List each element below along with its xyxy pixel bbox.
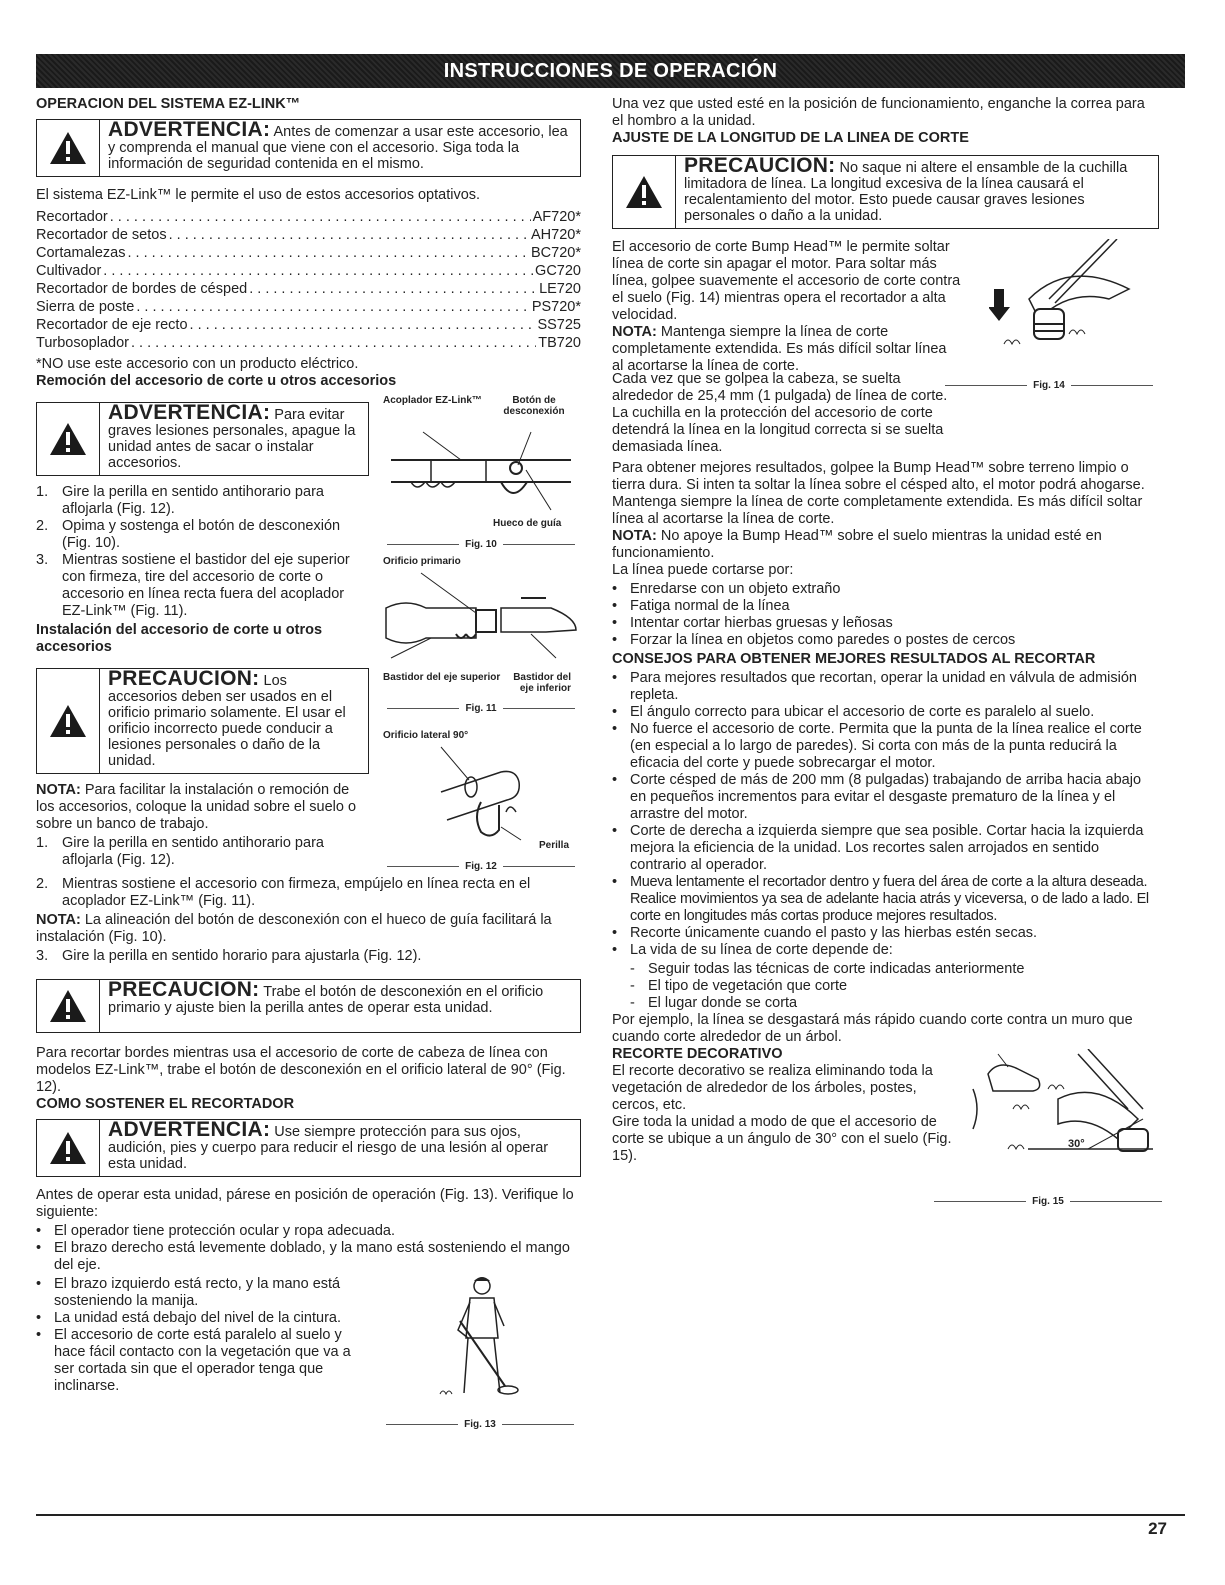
section-header xyxy=(36,54,1185,88)
list-item: • Forzar la línea en objetos como paredes o postes de cercos xyxy=(612,632,1016,648)
leader-dots xyxy=(110,208,531,226)
list-item: • El brazo izquierdo está recto, y la mano está sosteniendo la manija. xyxy=(36,1276,341,1309)
list-item: - El tipo de vegetación que corte xyxy=(630,978,848,994)
list-item: • Fatiga normal de la línea xyxy=(612,598,790,614)
cut-bullets xyxy=(612,581,1159,649)
part-name: Recortador de bordes de césped xyxy=(36,281,248,297)
leader-dots xyxy=(131,334,536,352)
note: NOTA: Para facilitar la instalación o remoción de los accesorios, coloque la unidad sobre el suelo o sobre un banco de trabajo. xyxy=(36,782,357,832)
caution-keyword: PRECAUCION: xyxy=(108,978,260,1001)
warning-text: Para evitar graves lesiones personales, apague la unidad antes de sacar o instalar accesorios. xyxy=(108,407,356,471)
list-item: • Corte césped de más de 200 mm (8 pulgadas) trabajando de arriba hacia abajo en pequeños incrementos para evitar el desgaste prematuro de la línea y el arrastre del motor. xyxy=(612,772,1142,822)
part-name: Recortador de setos xyxy=(36,227,167,243)
list-item: • No fuerce el accesorio de corte. Permita que la punta de la línea realice el corte (en especial a lo largo de paredes). Si corta con más de la punta reducirá la eficacia del corte y puede sobrecargar el motor. xyxy=(612,721,1142,771)
stance-text: Antes de operar esta unidad, párese en posición de operación (Fig. 13). Verifique lo siguiente: xyxy=(36,1187,574,1220)
part-row xyxy=(36,298,581,316)
fig-caption: Fig. 10 xyxy=(381,536,581,553)
install-steps xyxy=(36,835,369,869)
list-item: • La vida de su línea de corte depende de: xyxy=(612,942,893,958)
list-item: 3. Mientras sostiene el bastidor del eje superior con firmeza, tire del accesorio de corte o accesorio en línea recta fuera del acoplador EZ-Link™ (Fig. 11). xyxy=(36,552,350,619)
leader-dots xyxy=(190,316,536,334)
part-code: SS725 xyxy=(537,317,581,333)
leader-dots xyxy=(249,280,537,298)
list-item: 1. Gire la perilla en sentido antihorario para aflojarla (Fig. 12). xyxy=(36,484,324,517)
warning-icon xyxy=(37,980,100,1032)
fig-caption: Fig. 13 xyxy=(380,1416,580,1433)
note: NOTA: Mantenga siempre la línea de corte completamente extendida. Es más difícil soltar línea al acortarse la línea de corte. xyxy=(612,324,947,374)
caution-box xyxy=(36,979,581,1033)
part-name: Recortador de eje recto xyxy=(36,317,188,333)
fig-label: Bastidor del eje inferior xyxy=(513,672,571,694)
part-code: LE720 xyxy=(539,281,581,297)
part-row xyxy=(36,244,581,262)
install-heading: Instalación del accesorio de corte u otros accesorios xyxy=(36,622,323,655)
length-heading: AJUSTE DE LA LONGITUD DE LA LINEA DE CORTE xyxy=(612,130,969,146)
ezlink-heading: OPERACION DEL SISTEMA EZ-LINK™ xyxy=(36,96,301,112)
footer-rule xyxy=(36,1514,1185,1516)
part-name: Turbosoplador xyxy=(36,335,129,351)
list-item: • La unidad está debajo del nivel de la cintura. xyxy=(36,1310,341,1326)
note: NOTA: La alineación del botón de desconexión con el hueco de guía facilitará la instalación (Fig. 10). xyxy=(36,912,552,945)
fig-label: Orificio lateral 90° xyxy=(383,730,469,741)
part-row xyxy=(36,262,581,280)
fig-caption: Fig. 12 xyxy=(381,858,581,875)
caution-keyword: PRECAUCION: xyxy=(684,154,836,177)
fig-13 xyxy=(380,1276,580,1428)
caution-box xyxy=(36,668,369,774)
list-item: • Mueva lentamente el recortador dentro y fuera del área de corte a la altura deseada. Realice movimientos ya sea de adelante hacia atrás y viceversa, o de lado a lado. El corte en longitudes más cortas produce mejores resultados. xyxy=(612,874,1149,924)
life-sublist xyxy=(612,961,1159,1012)
warning-text: Use siempre protección para sus ojos, audición, pies y cuerpo para reducir el riesgo de una lesión al operar esta unidad. xyxy=(108,1124,549,1172)
part-code: PS720* xyxy=(531,299,581,315)
removal-heading: Remoción del accesorio de corte u otros accesorios xyxy=(36,373,397,389)
fig-10 xyxy=(381,390,581,548)
figures-10-12 xyxy=(381,390,581,876)
warning-keyword: ADVERTENCIA: xyxy=(108,1118,271,1141)
part-code: GC720 xyxy=(535,263,581,279)
fig-11 xyxy=(381,554,581,716)
tips-heading: CONSEJOS PARA OBTENER MEJORES RESULTADOS AL RECORTAR xyxy=(612,651,1096,667)
note: NOTA: No apoye la Bump Head™ sobre el suelo mientras la unidad esté en funcionamiento. xyxy=(612,528,1102,561)
stance-bullets xyxy=(36,1223,581,1274)
each-time-text: Cada vez que se golpea la cabeza, se suelta alrededor de 25,4 mm (1 pulgada) de línea de corte. La cuchilla en la protección del accesorio de corte detendrá la línea en la longitud correcta si se suelta demasiada línea. xyxy=(612,371,948,455)
hold-heading: COMO SOSTENER EL RECORTADOR xyxy=(36,1096,295,1112)
install-steps xyxy=(36,876,581,910)
warning-keyword: ADVERTENCIA: xyxy=(108,118,271,141)
part-code: AH720* xyxy=(531,227,581,243)
best-results-text: Para obtener mejores resultados, golpee la Bump Head™ sobre terreno limpio o tierra dura. Si inten ta soltar la línea sobre el césped alto, el motor podrá ahogarse. Mantenga siempre la línea de corte completamente extendida. Es más difícil soltar línea al acortarse la línea de corte. xyxy=(612,460,1145,527)
leader-dots xyxy=(169,226,529,244)
warning-keyword: ADVERTENCIA: xyxy=(108,401,271,424)
fig-12 xyxy=(381,726,581,876)
list-item: - Seguir todas las técnicas de corte indicadas anteriormente xyxy=(630,961,1025,977)
angle-label: 30° xyxy=(1068,1138,1085,1150)
example-text: Por ejemplo, la línea se desgastará más rápido cuando corte contra un muro que cuando corte alrededor de un árbol. xyxy=(612,1012,1133,1045)
shoulder-strap-text: Una vez que usted esté en la posición de funcionamiento, enganche la correa para el hombro a la unidad. xyxy=(612,96,1145,129)
list-item: - El lugar donde se corta xyxy=(630,995,798,1011)
fig-label: Bastidor del eje superior xyxy=(383,672,501,683)
removal-steps xyxy=(36,484,369,620)
parts-list xyxy=(36,208,581,352)
warning-icon xyxy=(613,156,676,228)
section-title: INSTRUCCIONES DE OPERACIÓN xyxy=(443,59,778,82)
list-item: • Corte de derecha a izquierda siempre que sea posible. Cortar hacia la izquierda mejora la eficiencia de la unidad. Los recortes salen arrojados en sentido contrario al operador. xyxy=(612,823,1144,873)
caution-text: No saque ni altere el ensamble de la cuchilla limitadora de línea. La longitud excesiva de la línea causará el recalentamiento del motor. Esto puede causar graves lesiones personales o daño a la unidad. xyxy=(684,160,1128,224)
install-steps xyxy=(36,948,581,965)
tips-list xyxy=(612,670,1159,959)
list-item: • El brazo derecho está levemente doblado, y la mano está sosteniendo el mango del eje. xyxy=(36,1240,570,1273)
part-row xyxy=(36,208,581,226)
left-column xyxy=(36,96,581,1428)
fig-caption: Fig. 15 xyxy=(928,1193,1168,1210)
caution-keyword: PRECAUCION: xyxy=(108,667,260,690)
fig-label: Botón de desconexión xyxy=(503,395,565,417)
warning-box xyxy=(36,402,369,476)
page-number: 27 xyxy=(1148,1519,1167,1538)
part-code: TB720 xyxy=(538,335,581,351)
fig-label: Acoplador EZ-Link™ xyxy=(383,395,482,406)
list-item: • Recorte únicamente cuando el pasto y las hierbas estén secas. xyxy=(612,925,1038,941)
part-name: Cultivador xyxy=(36,263,102,279)
caution-text: Trabe el botón de desconexión en el orificio primario y ajuste bien la perilla antes de operar esta unidad. xyxy=(108,984,544,1016)
intro-text: El sistema EZ-Link™ le permite el uso de estos accesorios optativos. xyxy=(36,187,481,203)
warning-icon xyxy=(37,120,100,176)
warning-box xyxy=(36,119,581,177)
parts-note: *NO use este accesorio con un producto eléctrico. xyxy=(36,356,359,372)
warning-text: Antes de comenzar a usar este accesorio, lea y comprenda el manual que viene con el accesorio. Siga toda la información de seguridad contenida en el mismo. xyxy=(108,124,568,172)
leader-dots xyxy=(127,244,529,262)
part-row xyxy=(36,316,581,334)
list-item: 3. Gire la perilla en sentido horario para ajustarla (Fig. 12). xyxy=(36,948,422,964)
fig-14 xyxy=(969,239,1159,389)
fig-caption: Fig. 14 xyxy=(939,377,1159,394)
list-item: • El operador tiene protección ocular y ropa adecuada. xyxy=(36,1223,395,1239)
cut-by-text: La línea puede cortarse por: xyxy=(612,562,794,578)
list-item: • El ángulo correcto para ubicar el accesorio de corte es paralelo al suelo. xyxy=(612,704,1095,720)
part-name: Cortamalezas xyxy=(36,245,126,261)
leader-dots xyxy=(136,298,529,316)
list-item: 2. Mientras sostiene el accesorio con firmeza, empújelo en línea recta en el acoplador EZ-Link™ (Fig. 11). xyxy=(36,876,531,909)
leader-dots xyxy=(103,262,533,280)
part-code: BC720* xyxy=(531,245,581,261)
list-item: 2. Opima y sostenga el botón de desconexión (Fig. 10). xyxy=(36,518,341,551)
list-item: • Para mejores resultados que recortan, operar la unidad en válvula de admisión repleta. xyxy=(612,670,1137,703)
fig-caption: Fig. 11 xyxy=(381,700,581,717)
fig-label: Perilla xyxy=(539,840,570,851)
part-row xyxy=(36,334,581,352)
part-name: Recortador xyxy=(36,209,108,225)
deco-text: Gire toda la unidad a modo de que el accesorio de corte se ubique a un ángulo de 30° con el suelo (Fig. 15). xyxy=(612,1114,952,1164)
stance-bullets xyxy=(36,1276,366,1428)
edging-text: Para recortar bordes mientras usa el accesorio de corte de cabeza de línea con modelos EZ-Link™, trabe el botón de desconexión en el orificio lateral de 90° (Fig. 12). xyxy=(36,1045,566,1095)
deco-text: El recorte decorativo se realiza eliminando toda la vegetación de alrededor de los árboles, postes, cercos, etc. xyxy=(612,1063,933,1113)
fig-label: Hueco de guía xyxy=(493,518,562,529)
fig-label: Orificio primario xyxy=(383,556,461,567)
list-item: • El accesorio de corte está paralelo al suelo y hace fácil contacto con la vegetación que va a ser cortada sin que el operador tenga que inclinarse. xyxy=(36,1327,351,1394)
warning-icon xyxy=(37,403,100,475)
part-row xyxy=(36,226,581,244)
warning-icon xyxy=(37,669,100,773)
deco-heading: RECORTE DECORATIVO xyxy=(612,1046,783,1062)
warning-icon xyxy=(37,1120,100,1176)
part-name: Sierra de poste xyxy=(36,299,135,315)
part-code: AF720* xyxy=(532,209,581,225)
caution-text: Los accesorios deben ser usados en el orificio primario solamente. El usar el orificio incorrecto puede conducir a lesiones personales o daño de la unidad. xyxy=(108,673,346,769)
bump-text: El accesorio de corte Bump Head™ le permite soltar línea de corte sin apagar el motor. Para soltar más línea, golpee suavemente el accesorio de corte contra el suelo (Fig. 14) mientras opera el recortador a alta velocidad. xyxy=(612,239,961,323)
part-row xyxy=(36,280,581,298)
fig-15 xyxy=(958,1063,1158,1223)
list-item: 1. Gire la perilla en sentido antihorario para aflojarla (Fig. 12). xyxy=(36,835,324,868)
warning-box xyxy=(36,1119,581,1177)
right-column xyxy=(612,96,1159,1223)
caution-box xyxy=(612,155,1159,229)
list-item: • Enredarse con un objeto extraño xyxy=(612,581,841,597)
list-item: • Intentar cortar hierbas gruesas y leñosas xyxy=(612,615,893,631)
